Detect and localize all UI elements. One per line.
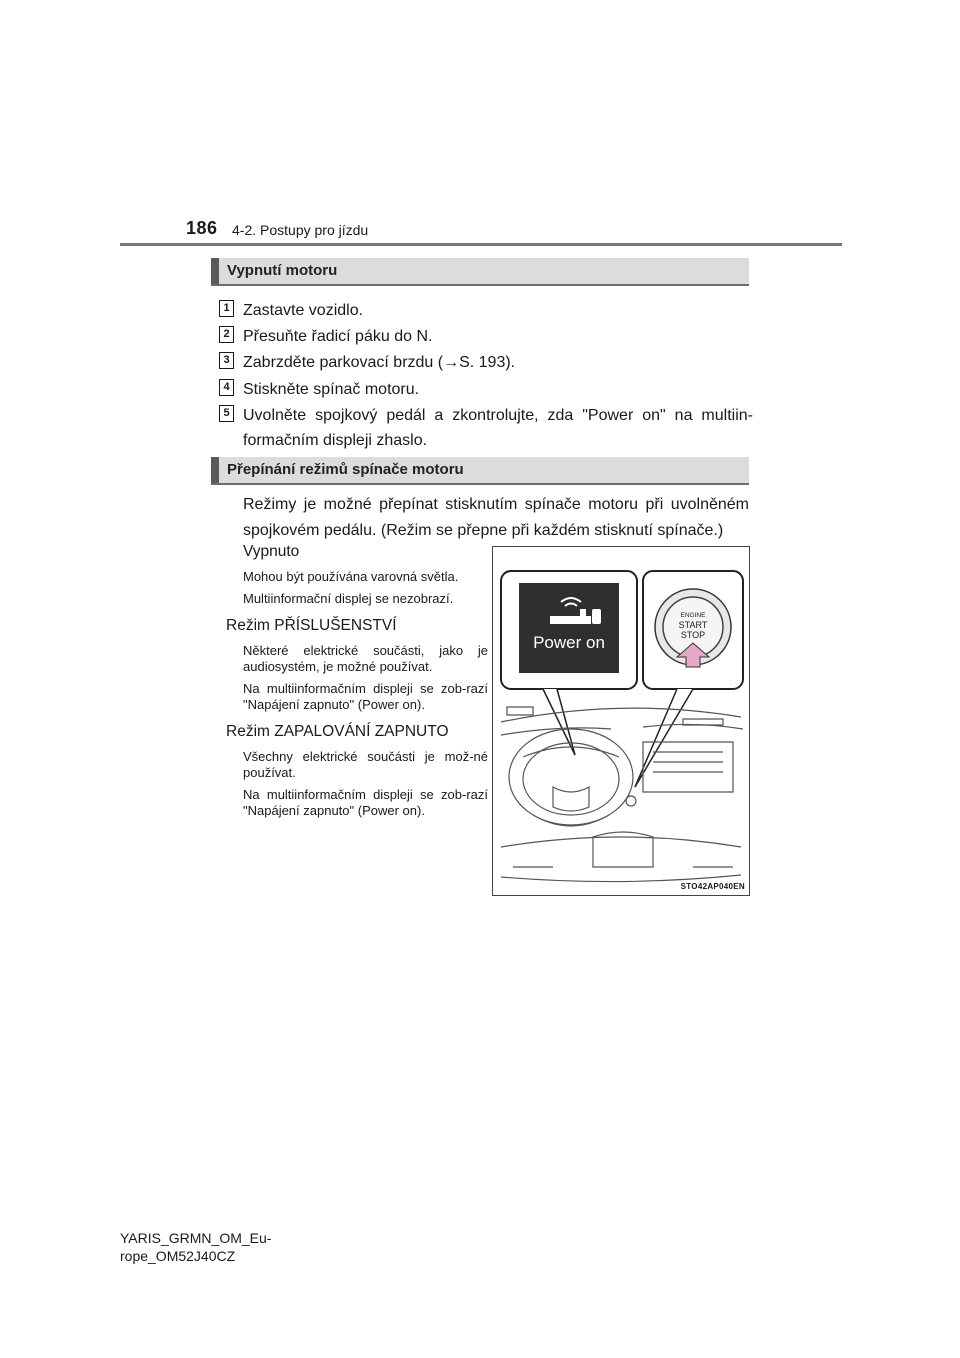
step-text: Zabrzděte parkovací brzdu (→S. 193).	[243, 354, 516, 371]
step-number: 2	[219, 326, 234, 343]
step-text: Uvolněte spojkový pedál a zkontrolujte, zda "Power on" na multiin-formačním displeji zhaslo.	[243, 407, 753, 449]
button-label-engine: ENGINE	[680, 612, 706, 619]
mode-note: Některé elektrické součásti, jako je audiosystém, je možné používat.	[243, 643, 488, 674]
page-footer	[120, 1229, 271, 1265]
mode-note: Na multiinformačním displeji se zob-razí "Napájení zapnuto" (Power on).	[243, 681, 488, 712]
step-1	[219, 298, 759, 323]
section-heading-text: Vypnutí motoru	[227, 262, 338, 279]
multi-info-display	[519, 583, 619, 673]
display-text: Power on	[533, 633, 605, 652]
step-text: Přesuňte řadicí páku do N.	[243, 328, 433, 345]
step-text: Zastavte vozidlo.	[243, 302, 364, 319]
figure-code: STO42AP040EN	[680, 882, 745, 891]
mode-note: Mohou být používána varovná světla.	[243, 569, 459, 584]
button-label-stop: STOP	[680, 630, 706, 640]
step-5	[219, 403, 753, 453]
dashboard-lines	[501, 707, 743, 882]
page-header	[0, 0, 960, 250]
section-title: 4-2. Postupy pro jízdu	[232, 222, 369, 238]
step-text: Stiskněte spínač motoru.	[243, 381, 420, 398]
step-number: 4	[219, 379, 234, 396]
dashboard-drawing	[493, 547, 750, 896]
display-pointer	[543, 689, 575, 755]
step-number: 3	[219, 352, 234, 369]
mode-note: Multiinformační displej se nezobrazí.	[243, 591, 454, 606]
footer-line-2: rope_OM52J40CZ	[120, 1248, 236, 1264]
intro-paragraph: Režimy je možné přepínat stisknutím spínače motoru při uvolněném spojkovém pedálu. (Režim se přepne při každém stisknutí spínače.)	[243, 496, 749, 539]
heading-bar	[211, 457, 219, 483]
button-label-start: START	[678, 620, 708, 630]
step-2	[219, 324, 759, 349]
footer-line-1: YARIS_GRMN_OM_Eu-	[120, 1230, 272, 1246]
step-3	[219, 350, 759, 375]
mode-title-off: Vypnuto	[243, 543, 300, 560]
heading-bar	[211, 258, 219, 284]
mode-title-accessory: Režim PŘÍSLUŠENSTVÍ	[226, 617, 397, 634]
section-heading-text: Přepínání režimů spínače motoru	[227, 461, 464, 478]
mode-note: Na multiinformačním displeji se zob-razí "Napájení zapnuto" (Power on).	[243, 787, 488, 818]
section-heading-mode-switching	[211, 457, 749, 485]
mode-note: Všechny elektrické součásti je mož-né používat.	[243, 749, 488, 780]
dashboard-illustration	[492, 546, 750, 896]
section-heading-engine-off	[211, 258, 749, 286]
page-number: 186	[186, 218, 218, 238]
step-4	[219, 377, 759, 402]
step-number: 5	[219, 405, 234, 422]
mode-list	[226, 541, 488, 819]
header-rule	[120, 243, 842, 246]
step-number: 1	[219, 300, 234, 317]
mode-title-ignition-on: Režim ZAPALOVÁNÍ ZAPNUTO	[226, 723, 449, 740]
